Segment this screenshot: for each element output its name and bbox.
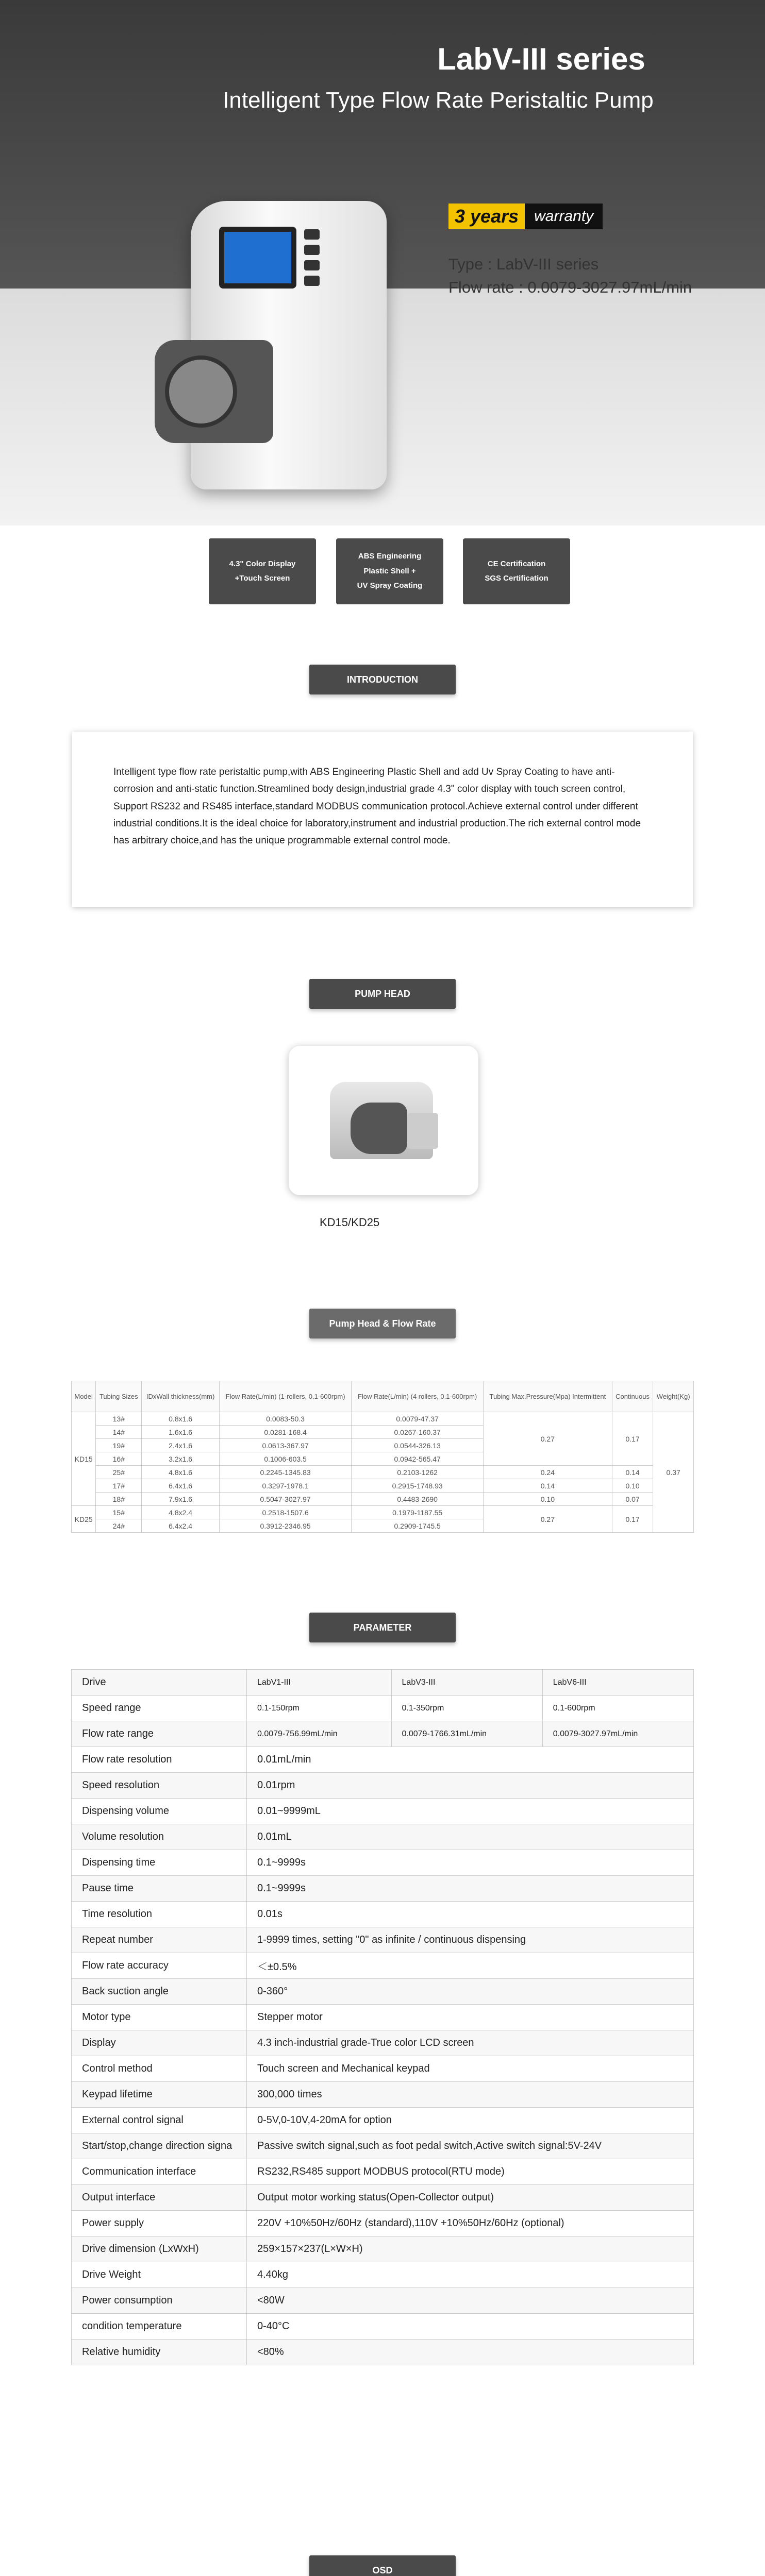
param-label: Time resolution [72, 1902, 247, 1927]
param-value: 220V +10%50Hz/60Hz (standard),110V +10%50Hz/60Hz (optional) [247, 2211, 694, 2236]
parameter-table [71, 1669, 694, 2365]
param-label: Keypad lifetime [72, 2082, 247, 2108]
param-row [72, 2056, 694, 2082]
param-label: Relative humidity [72, 2340, 247, 2365]
param-value: 0-360° [247, 1979, 694, 2005]
param-row [72, 2082, 694, 2108]
param-value: 300,000 times [247, 2082, 694, 2108]
param-value: LabV3-III [391, 1670, 542, 1696]
param-value: 0.01mL [247, 1824, 694, 1850]
param-row [72, 2288, 694, 2314]
param-label: Dispensing volume [72, 1799, 247, 1824]
table-row: KD25 15# 4.8x2.4 0.2518-1507.6 0.1979-1187.55 0.27 0.17 [72, 1506, 694, 1519]
param-label: Control method [72, 2056, 247, 2082]
param-value: 0.0079-3027.97mL/min [542, 1721, 693, 1747]
param-value: RS232,RS485 support MODBUS protocol(RTU mode) [247, 2159, 694, 2185]
param-value: 0.1-350rpm [391, 1696, 542, 1721]
param-row [72, 1902, 694, 1927]
param-row [72, 1876, 694, 1902]
param-value: 0.0079-1766.31mL/min [391, 1721, 542, 1747]
section-osd: OSD [309, 2555, 456, 2576]
param-value: LabV6-III [542, 1670, 693, 1696]
param-row [72, 2005, 694, 2030]
param-row [72, 1799, 694, 1824]
section-pump-head: PUMP HEAD [309, 979, 456, 1009]
param-label: Volume resolution [72, 1824, 247, 1850]
param-label: Display [72, 2030, 247, 2056]
param-value: 1-9999 times, setting "0" as infinite / continuous dispensing [247, 1927, 694, 1953]
product-subtitle: Intelligent Type Flow Rate Peristaltic Pump [223, 88, 654, 113]
table-row: 25# 4.8x1.6 0.2245-1345.83 0.2103-1262 0.24 0.14 [72, 1466, 694, 1479]
flow-rate-table: Model Tubing Sizes IDxWall thickness(mm) Flow Rate(L/min) (1-rollers, 0.1-600rpm) Flow Rate(L/min) (4 rollers, 0.1-600rpm) Tubing Max.Pressure(Mpa) Intermittent Continuous Weight(Kg) KD15 13# 0.8x1.6 0.0083-50.3 0.0079-47.37 0.27 0.17 0.37 14# 1.6x1.6 0.0281-168.4 0.0267-160.37 19# 2.4x1.6 0.0613-367.97 0.0544-326.13 16# 3.2x1.6 0.1006-603.5 0.0942-565.47 25# 4.8x1.6 0.2245-1345.83 0.2103-1262 0.24 0.14 17# 6.4x1.6 0.3297-1978.1 0.2915-1748.93 0.14 0.10 18# 7.9x1.6 0.5047-3027.97 0.4483-2690 0.10 0.07 KD25 15# 4.8x2.4 0.2518-1507.6 0.1979-1187.55 0.27 0.17 24# 6.4x2.4 0.3912-2346.95 0.2909-1745.5 [71, 1381, 694, 1533]
table-row: 24# 6.4x2.4 0.3912-2346.95 0.2909-1745.5 [72, 1519, 694, 1533]
section-parameter: PARAMETER [309, 1613, 456, 1642]
param-label: Speed resolution [72, 1773, 247, 1799]
pump-product-image [155, 201, 397, 500]
param-value: 0.1~9999s [247, 1876, 694, 1902]
param-row [72, 1747, 694, 1773]
param-value: 259×157×237(L×W×H) [247, 2236, 694, 2262]
section-flow-rate: Pump Head & Flow Rate [309, 1309, 456, 1338]
warranty-text: warranty [525, 204, 603, 229]
param-row [72, 2030, 694, 2056]
param-row [72, 2133, 694, 2159]
lcd-screen [219, 227, 296, 289]
intro-text: Intelligent type flow rate peristaltic pump,with ABS Engineering Plastic Shell and add Uv Spray Coating to have anti-corrosion and anti-static function.Streamlined body design,industrial grade 4.3" color display with touch screen control, Support RS232 and RS485 interface,standard MODBUS communication protocol.Achieve external control under different industrial conditions.It is the ideal choice for laboratory,instrument and industrial production.The rich external control mode has arbitrary choice,and has the unique programmable external control mode. [72, 732, 693, 907]
param-label: Output interface [72, 2185, 247, 2211]
param-value: 0.1-150rpm [247, 1696, 392, 1721]
param-label: External control signal [72, 2108, 247, 2133]
param-value: ＜±0.5% [247, 1953, 694, 1979]
param-row [72, 2211, 694, 2236]
param-value: 0.01mL/min [247, 1747, 694, 1773]
param-value: 0.01~9999mL [247, 1799, 694, 1824]
param-value: 0.0079-756.99mL/min [247, 1721, 392, 1747]
param-label: Pause time [72, 1876, 247, 1902]
param-label: Drive [72, 1670, 247, 1696]
table-row: 19# 2.4x1.6 0.0613-367.97 0.0544-326.13 [72, 1439, 694, 1452]
param-value: Stepper motor [247, 2005, 694, 2030]
pump-head-caption: KD15/KD25 [320, 1216, 380, 1229]
param-row [72, 1850, 694, 1876]
param-row [72, 1696, 694, 1721]
param-value: 0.1~9999s [247, 1850, 694, 1876]
param-value: 4.40kg [247, 2262, 694, 2288]
kd-pump-head-image [320, 1072, 454, 1175]
param-label: Speed range [72, 1696, 247, 1721]
param-value: 0.1-600rpm [542, 1696, 693, 1721]
param-value: 0.01s [247, 1902, 694, 1927]
param-label: Power consumption [72, 2288, 247, 2314]
param-value: LabV1-III [247, 1670, 392, 1696]
param-row [72, 2262, 694, 2288]
hero-banner [0, 0, 765, 526]
section-introduction: INTRODUCTION [309, 665, 456, 694]
param-row [72, 2236, 694, 2262]
param-label: Drive Weight [72, 2262, 247, 2288]
param-row [72, 2108, 694, 2133]
pump-head-image [155, 340, 273, 443]
warranty-years: 3 years [448, 204, 525, 229]
param-value: Passive switch signal,such as foot pedal switch,Active switch signal:5V-24V [247, 2133, 694, 2159]
param-row [72, 1773, 694, 1799]
param-value: <80W [247, 2288, 694, 2314]
param-label: Flow rate accuracy [72, 1953, 247, 1979]
param-row [72, 1979, 694, 2005]
param-label: Dispensing time [72, 1850, 247, 1876]
param-row [72, 2340, 694, 2365]
param-label: Flow rate range [72, 1721, 247, 1747]
param-label: Drive dimension (LxWxH) [72, 2236, 247, 2262]
type-line: Type : LabV-III series [448, 255, 599, 273]
param-row [72, 2314, 694, 2340]
param-row [72, 2185, 694, 2211]
table-row: 16# 3.2x1.6 0.1006-603.5 0.0942-565.47 [72, 1452, 694, 1466]
param-value: Touch screen and Mechanical keypad [247, 2056, 694, 2082]
param-row [72, 2159, 694, 2185]
feature-certification: CE Certification SGS Certification [463, 538, 570, 604]
param-row [72, 1927, 694, 1953]
table-row: 17# 6.4x1.6 0.3297-1978.1 0.2915-1748.93 0.14 0.10 [72, 1479, 694, 1493]
param-label: Back suction angle [72, 1979, 247, 2005]
param-row [72, 1953, 694, 1979]
param-value: 0-40°C [247, 2314, 694, 2340]
table-row: KD15 13# 0.8x1.6 0.0083-50.3 0.0079-47.37 0.27 0.17 0.37 [72, 1412, 694, 1426]
feature-display: 4.3" Color Display +Touch Screen [209, 538, 316, 604]
param-value: Output motor working status(Open-Collector output) [247, 2185, 694, 2211]
param-label: condition temperature [72, 2314, 247, 2340]
warranty-badge [448, 204, 603, 229]
table-row: 18# 7.9x1.6 0.5047-3027.97 0.4483-2690 0.10 0.07 [72, 1493, 694, 1506]
param-label: Power supply [72, 2211, 247, 2236]
param-value: 0-5V,0-10V,4-20mA for option [247, 2108, 694, 2133]
param-label: Repeat number [72, 1927, 247, 1953]
param-value: 4.3 inch-industrial grade-True color LCD screen [247, 2030, 694, 2056]
param-row [72, 1721, 694, 1747]
feature-shell: ABS Engineering Plastic Shell + UV Spray Coating [336, 538, 443, 604]
param-row [72, 1670, 694, 1696]
product-title: LabV-III series [437, 42, 645, 76]
flow-line: Flow rate : 0.0079-3027.97mL/min [448, 278, 692, 296]
param-label: Communication interface [72, 2159, 247, 2185]
param-value: <80% [247, 2340, 694, 2365]
param-label: Flow rate resolution [72, 1747, 247, 1773]
param-label: Motor type [72, 2005, 247, 2030]
param-label: Start/stop,change direction signa [72, 2133, 247, 2159]
param-value: 0.01rpm [247, 1773, 694, 1799]
param-row [72, 1824, 694, 1850]
table-row: 14# 1.6x1.6 0.0281-168.4 0.0267-160.37 [72, 1426, 694, 1439]
